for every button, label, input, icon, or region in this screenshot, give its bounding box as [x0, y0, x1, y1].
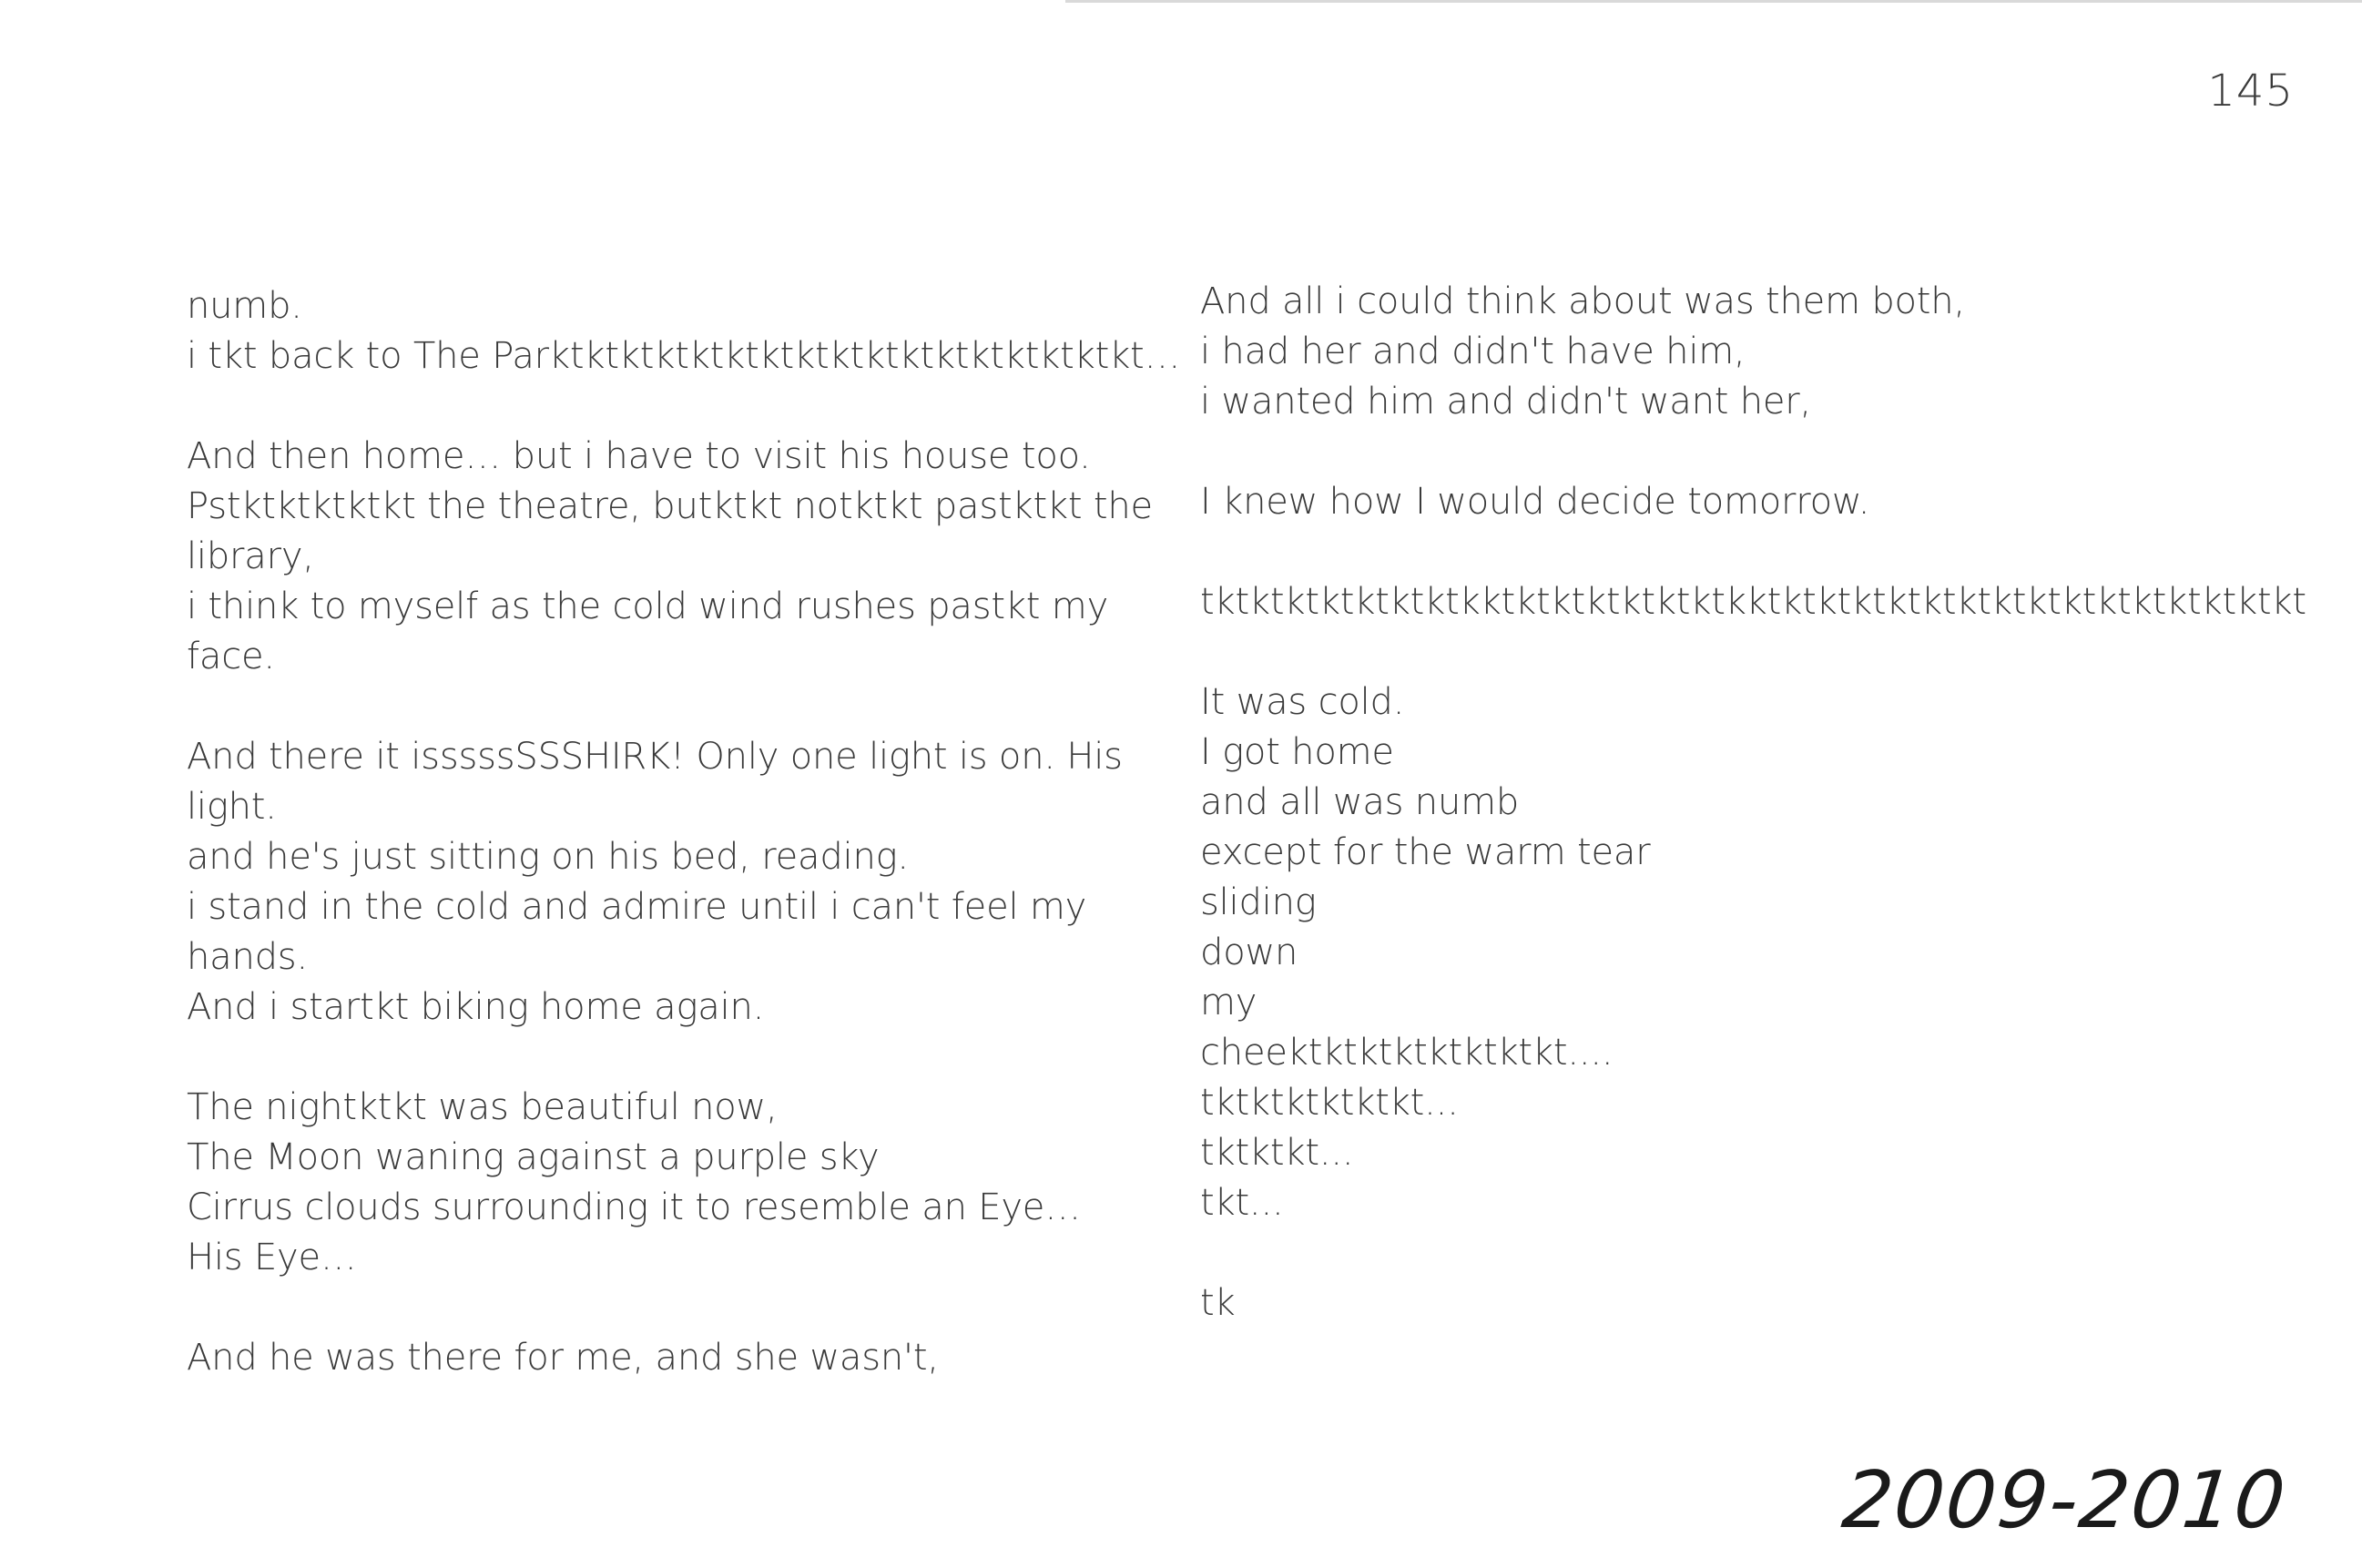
poem-line: And then home… but i have to visit his house too.	[187, 435, 1091, 477]
poem-line: tkt...	[1200, 1182, 1284, 1224]
poem-line: Cirrus clouds surrounding it to resemble an Eye…	[187, 1186, 1082, 1228]
poem-line: my	[1200, 982, 1257, 1023]
poem-line: library,	[187, 535, 314, 577]
poem-line: His Eye…	[187, 1237, 357, 1278]
poem-line: face.	[187, 636, 275, 677]
page-number: 145	[2207, 66, 2294, 117]
poem-line: Pstktktktktkt the theatre, butktkt notktkt pastktkt the	[187, 485, 1153, 527]
poem-line: i think to myself as the cold wind rushes pastkt my	[187, 585, 1109, 627]
poem-line: i stand in the cold and admire until i can't feel my	[187, 886, 1087, 928]
right-text-column	[1200, 277, 2306, 1329]
poem-line: hands.	[187, 936, 308, 978]
poem-line: And i startkt biking home again.	[187, 986, 765, 1028]
stanza-break	[187, 682, 1097, 732]
stanza-break	[1200, 627, 2293, 677]
poem-line: The nightktkt was beautiful now,	[187, 1086, 778, 1128]
poem-line: tktktktktktktktkktktktktktktktkktktktktktktktktktktktktktktktkt	[1200, 581, 2306, 623]
poem-line: and all was numb	[1200, 781, 1520, 823]
poem-line: i wanted him and didn't want her,	[1200, 381, 1812, 423]
stanza-break	[187, 1283, 1097, 1333]
poem-line: And all i could think about was them both,	[1200, 280, 1965, 322]
poem-line: i had her and didn't have him,	[1200, 331, 1746, 372]
poem-line: And he was there for me, and she wasn't,	[187, 1337, 939, 1379]
poem-line: light.	[187, 786, 277, 828]
handwritten-date: 2009-2010	[1838, 1455, 2292, 1546]
stanza-break	[187, 1033, 1097, 1083]
poem-line: down	[1200, 932, 1298, 973]
stanza-break	[1200, 527, 2293, 577]
poem-line: except for the warm tear	[1200, 831, 1651, 873]
poem-line: And there it isssssSSSHIRK! Only one light is on. His	[187, 736, 1123, 778]
poem-line: sliding	[1200, 881, 1317, 923]
poem-line: tktktktktktkt...	[1200, 1082, 1459, 1124]
left-text-column	[187, 281, 1181, 1383]
poem-line: I knew how I would decide tomorrow.	[1200, 481, 1870, 523]
stanza-break	[1200, 427, 2293, 477]
poem-line: tk	[1200, 1282, 1236, 1324]
stanza-break	[187, 382, 1097, 432]
top-rule	[1065, 0, 2362, 3]
poem-line: tktktkt...	[1200, 1132, 1354, 1174]
poem-line: cheektktktktktktktkt....	[1200, 1032, 1614, 1074]
poem-line: numb.	[187, 285, 302, 327]
poem-line: i tkt back to The Parktktktktktktktktktktktktktktktktkt…	[187, 335, 1181, 377]
stanza-break	[1200, 1228, 2293, 1278]
poem-line: I got home	[1200, 731, 1394, 773]
poem-line: The Moon waning against a purple sky	[187, 1136, 880, 1178]
poem-line: and he's just sitting on his bed, reading.	[187, 836, 909, 878]
poem-line: It was cold.	[1200, 681, 1405, 723]
